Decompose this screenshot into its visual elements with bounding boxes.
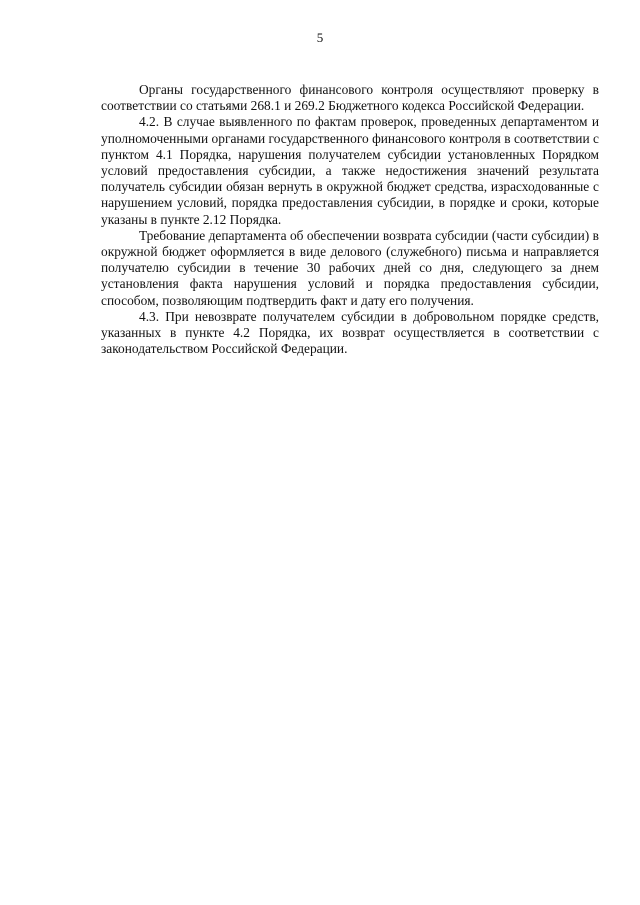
document-body [101,82,599,357]
paragraph-refund-requirement: Требование департамента об обеспечении возврата субсидии (части субсидии) в окружной бюджет оформляется в виде делового (служебного) письма и направляется получателю субсидии в течение 30 рабочих дней со дня, следующего за днем установления факта нарушения условий и порядка предоставления субсидии, способом, позволяющим подтвердить факт и дату его получения. [101,227,599,308]
page-number: 5 [316,30,324,45]
paragraph-4-2: 4.2. В случае выявленного по фактам проверок, проведенных департаментом и уполномоченными органами государственного финансового контроля в соответствии с пунктом 4.1 Порядка, нарушения получателем субсидии установленных Порядком условий предоставления субсидии, а также недостижения значений результата получатель субсидии обязан вернуть в окружной бюджет средства, израсходованные с нарушением условий, порядка предоставления субсидии, в порядке и сроки, которые указаны в пункте 2.12 Порядка. [101,114,599,227]
paragraph-4-3: 4.3. При невозврате получателем субсидии в добровольном порядке средств, указанных в пункте 4.2 Порядка, их возврат осуществляется в соответствии с законодательством Российской Федерации. [101,308,599,357]
paragraph-control-bodies: Органы государственного финансового контроля осуществляют проверку в соответствии со статьями 268.1 и 269.2 Бюджетного кодекса Российской Федерации. [101,82,599,114]
